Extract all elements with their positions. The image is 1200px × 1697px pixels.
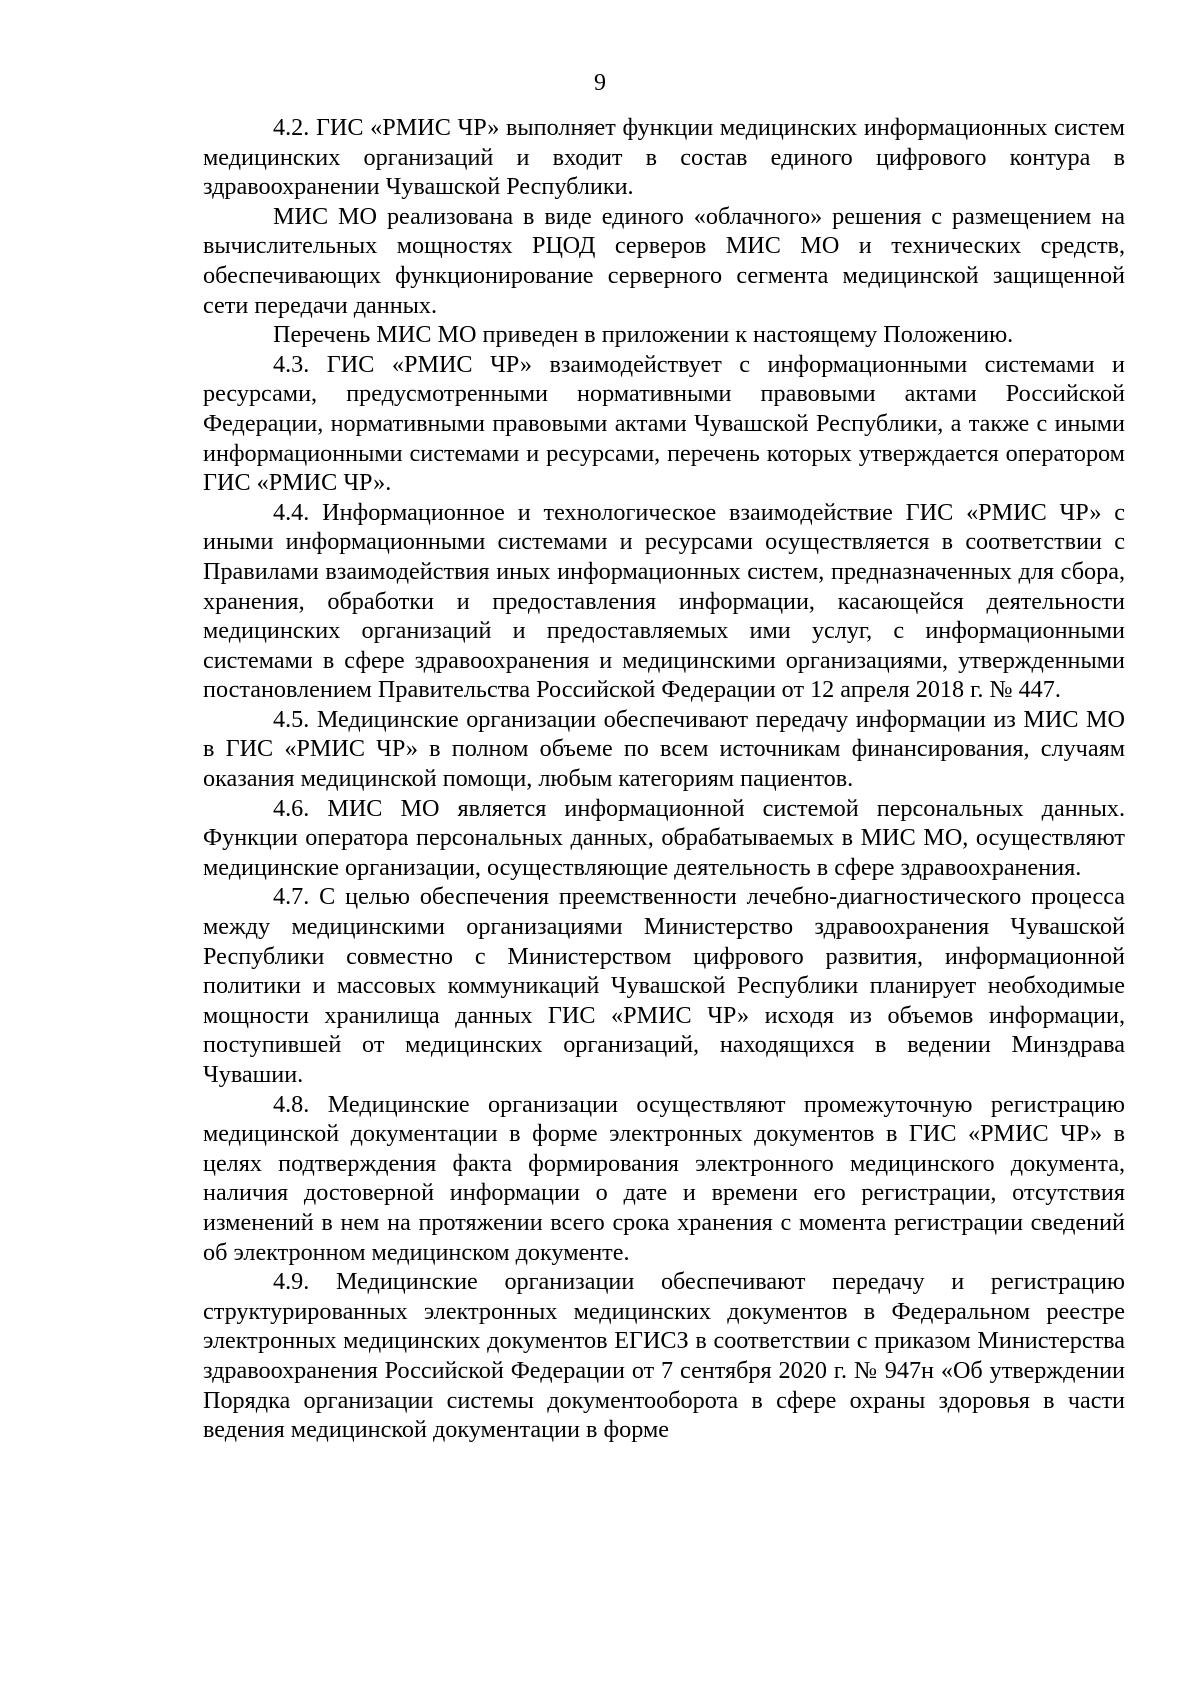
document-body — [203, 113, 1125, 1445]
paragraph-mis-mo-list: Перечень МИС МО приведен в приложении к настоящему Положению. — [273, 321, 1014, 349]
paragraph-4-6: 4.6. МИС МО является информационной системой персональных данных. Функции оператора персональных данных, обрабатываемых в МИС МО, осуществляют медицинские организации, осуществляющие деятельность в сфере здравоохранения. — [203, 794, 1125, 881]
page-number: 9 — [594, 70, 606, 96]
paragraph-4-5: 4.5. Медицинские организации обеспечивают передачу информации из МИС МО в ГИС «РМИС ЧР» в полном объеме по всем источникам финансирования, случаям оказания медицинской помощи, любым категориям пациентов. — [203, 705, 1125, 793]
paragraph-4-7: 4.7. С целью обеспечения преемственности лечебно-диагностического процесса между медицинскими организациями Министерство здравоохранения Чувашской Республики совместно с Министерством цифрового развития, информационной политики и массовых коммуникаций Чувашской Республики планирует необходимые мощности хранилища данных ГИС «РМИС ЧР» исходя из объемов информации, поступившей от медицинских организаций, находящихся в ведении Минздрава Чувашии. — [203, 883, 1125, 1088]
paragraph-mis-mo-cloud: МИС МО реализована в виде единого «облачного» решения с размещением на вычислительных мощностях РЦОД серверов МИС МО и технических средств, обеспечивающих функционирование серверного сегмента медицинской защищенной сети передачи данных. — [203, 202, 1125, 319]
paragraph-4-4: 4.4. Информационное и технологическое взаимодействие ГИС «РМИС ЧР» с иными информационными системами и ресурсами осуществляется в соответствии с Правилами взаимодействия иных информационных систем, предназначенных для сбора, хранения, обработки и предоставления информации, касающейся деятельности медицинских организаций и предоставляемых ими услуг, с информационными системами в сфере здравоохранения и медицинскими организациями, утвержденными постановлением Правительства Российской Федерации от 12 апреля 2018 г. № 447. — [203, 498, 1125, 704]
paragraph-4-9: 4.9. Медицинские организации обеспечивают передачу и регистрацию структурированных электронных медицинских документов в Федеральном реестре электронных медицинских документов ЕГИСЗ в соответствии с приказом Министерства здравоохранения Российской Федерации от 7 сентября 2020 г. № 947н «Об утверждении Порядка организации системы документооборота в сфере охраны здоровья в части ведения медицинской документации в форме — [203, 1268, 1125, 1444]
paragraph-4-2: 4.2. ГИС «РМИС ЧР» выполняет функции медицинских информационных систем медицинских организаций и входит в состав единого цифрового контура в здравоохранении Чувашской Республики. — [203, 114, 1125, 201]
paragraph-4-8: 4.8. Медицинские организации осуществляют промежуточную регистрацию медицинской документации в форме электронных документов в ГИС «РМИС ЧР» в целях подтверждения факта формирования электронного медицинского документа, наличия достоверной информации о дате и времени его регистрации, отсутствия изменений в нем на протяжении всего срока хранения с момента регистрации сведений об электронном медицинском документе. — [203, 1090, 1125, 1266]
paragraph-4-3: 4.3. ГИС «РМИС ЧР» взаимодействует с информационными системами и ресурсами, предусмотренными нормативными правовыми актами Российской Федерации, нормативными правовыми актами Чувашской Республики, а также с иными информационными системами и ресурсами, перечень которых утверждается оператором ГИС «РМИС ЧР». — [203, 350, 1125, 497]
